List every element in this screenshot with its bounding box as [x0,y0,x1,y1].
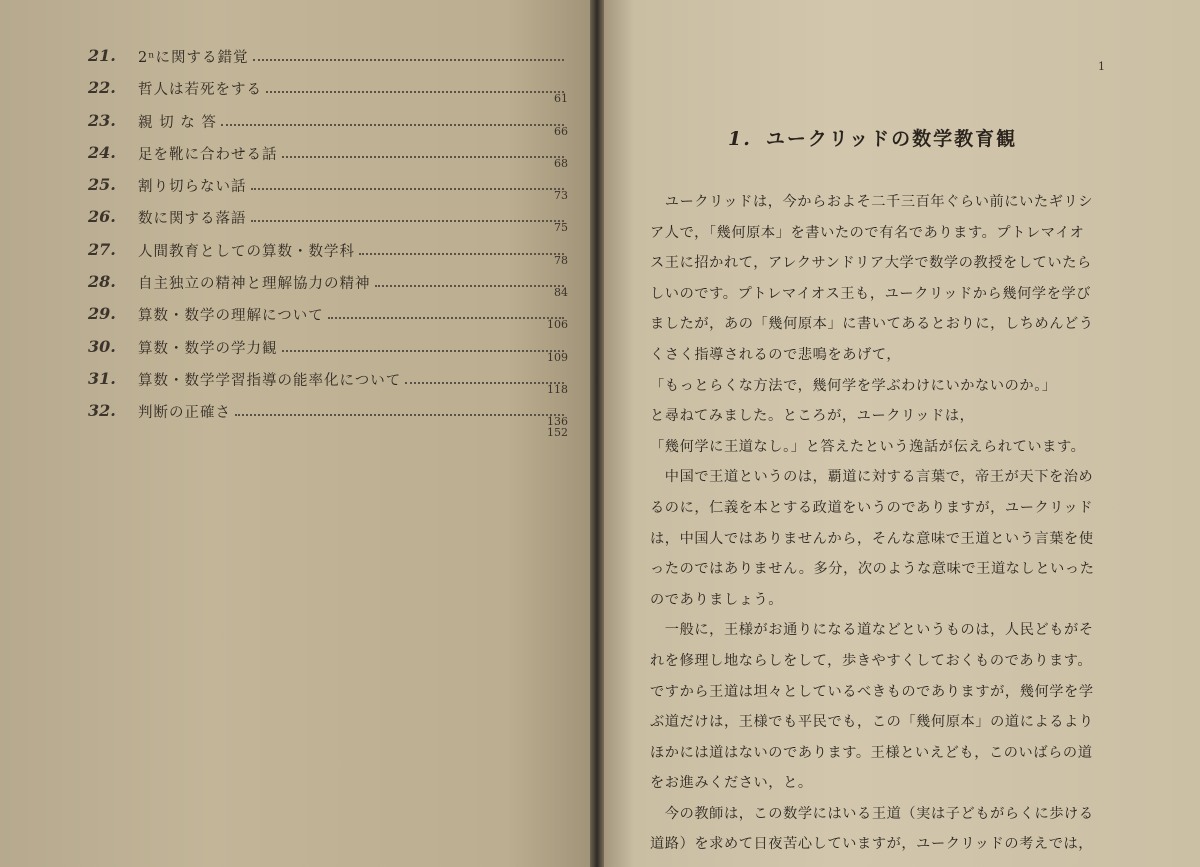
text-line: ぶ道だけは，王様でも平民でも，この「幾何原本」の道によるより [650,714,1094,731]
toc-entry-number: 30. [88,336,116,356]
toc-entry-title: 割り切らない話 [138,179,247,196]
toc-entry [88,367,568,399]
text-line: れを修理し地ならしをして，歩きやすくしておくものであります。 [650,652,1093,669]
toc-entry-page: 152 [547,425,568,439]
toc-entry-page: 84 [554,286,568,300]
text-line: ほかには道はないのであります。王様といえども，このいばらの道 [650,744,1093,761]
toc-entry [88,302,568,334]
text-line: 「もっとらくな方法で，幾何学を学ぶわけにいかないのか。」 [650,377,1057,394]
toc-entry-page: 109 [547,350,568,364]
text-line: 一般に，王様がお通りになる道などというものは，人民どもがそ [650,622,1094,639]
toc-entry-title: 哲人は若死をする [138,82,262,99]
toc-entry-page: 78 [554,253,568,267]
toc-entry-number: 25. [88,175,116,195]
toc-entry [88,335,568,367]
toc-entry-title: 人間教育としての算数・数学科 [138,243,355,260]
toc-leader-dots [253,59,564,61]
toc-entry-title: 算数・数学の理解について [138,308,324,325]
toc-entry-number: 26. [88,207,116,227]
book-gutter [590,0,604,867]
text-line: 今の教師は，この数学にはいる王道（実は子どもがらくに歩ける [650,805,1094,822]
toc-leader-dots [235,414,564,416]
toc-entry-number: 28. [88,272,116,292]
text-line: くさく指導されるので悲鳴をあげて， [650,346,902,363]
toc-entry-title: 判断の正確さ [138,405,231,422]
toc-entry-title: 算数・数学学習指導の能率化について [138,372,402,389]
text-line: ましたが，あの「幾何原本」に書いてあるとおりに，しちめんどう [650,316,1094,333]
toc-leader-dots [221,124,564,126]
toc-leader-dots [328,317,564,319]
toc-entry-title: 算数・数学の学力観 [138,340,278,357]
toc-entry-number: 22. [88,78,116,98]
toc-trailing-row [88,425,568,464]
toc-entry-number: 21. [88,46,116,65]
text-line: 道路）を求めて日夜苦心していますが，ユークリッドの考えでは， [650,836,1094,853]
toc-entry [88,399,568,431]
text-line: と尋ねてみました。ところが，ユークリッドは， [650,408,975,425]
toc-leader-dots [282,156,564,158]
text-line: 「幾何学に王道なし。」と答えたという逸話が伝えられています。 [650,438,1086,455]
toc-entry-title: 足を靴に合わせる話 [138,146,278,163]
text-line: ア人で，「幾何原本」を書いたので有名であります。プトレマイオ [650,224,1085,241]
toc-entry-page: 118 [547,382,568,396]
toc-entry-page: 68 [554,156,568,170]
text-line: ユークリッドは，今からおよそ二千三百年ぐらい前にいたギリシ [650,194,1094,210]
toc-entry [88,238,568,270]
toc-entry-number: 24. [88,142,116,162]
toc-leader-dots [359,253,564,255]
toc-entry [88,270,568,302]
toc-leader-dots [282,350,564,352]
chapter-number: 1. [728,128,752,150]
text-line: は，中国人ではありませんから，そんな意味で王道という言葉を使 [650,530,1094,547]
chapter-heading [728,124,1017,151]
text-line: るのに，仁義を本とする政道をいうのでありますが，ユークリッド [650,499,1094,516]
toc-leader-dots [375,285,564,287]
toc-entry-number: 29. [88,304,116,324]
toc-leader-dots [251,220,564,222]
toc-entry-number: 32. [88,401,116,421]
toc-leader-dots [266,91,564,93]
toc-entry-page: 75 [554,221,568,235]
toc-entry-page: 66 [554,124,568,138]
toc-entry-page: 106 [547,318,568,332]
toc-entry-page: 136 [547,415,568,429]
toc-entry [88,205,568,237]
toc-entry [88,76,568,108]
toc-entry-number: 23. [88,110,116,130]
text-line: ったのではありません。多分，次のような意味で王道なしといった [650,561,1095,578]
page-number: 1 [1098,60,1105,73]
text-line: 中国で王道というのは，覇道に対する言葉で，帝王が天下を治め [650,469,1094,486]
toc-entry-title: 数に関する落語 [138,211,247,228]
toc-entry [88,44,568,76]
toc-leader-dots [405,382,564,384]
chapter-title: ユークリッドの数学教育観 [765,128,1018,150]
toc-entry-number: 31. [88,368,116,388]
text-line: のでありましょう。 [650,591,784,608]
toc-entry-page: 61 [554,92,568,106]
toc-leader-dots [251,188,564,190]
toc-entry-title: 親 切 な 答 [138,114,217,131]
text-line: ですから王道は坦々としているべきものでありますが，幾何学を学 [650,683,1094,700]
toc-entry [88,173,568,205]
text-line: ス王に招かれて，アレクサンドリア大学で数学の教授をしていたら [650,255,1092,272]
toc-entry-number: 27. [88,239,116,259]
text-line: をお進みください，と。 [650,775,813,792]
text-line: しいのです。プトレマイオス王も，ユークリッドから幾何学を学び [650,285,1092,302]
toc-entry-page: 73 [554,189,568,203]
toc-entry-title: 自主独立の精神と理解協力の精神 [138,276,371,293]
toc-entry-title: 2ⁿに関する錯覚 [138,50,249,66]
toc-entry [88,109,568,141]
body-text [650,187,1145,860]
table-of-contents [88,44,568,464]
toc-entry [88,141,568,173]
